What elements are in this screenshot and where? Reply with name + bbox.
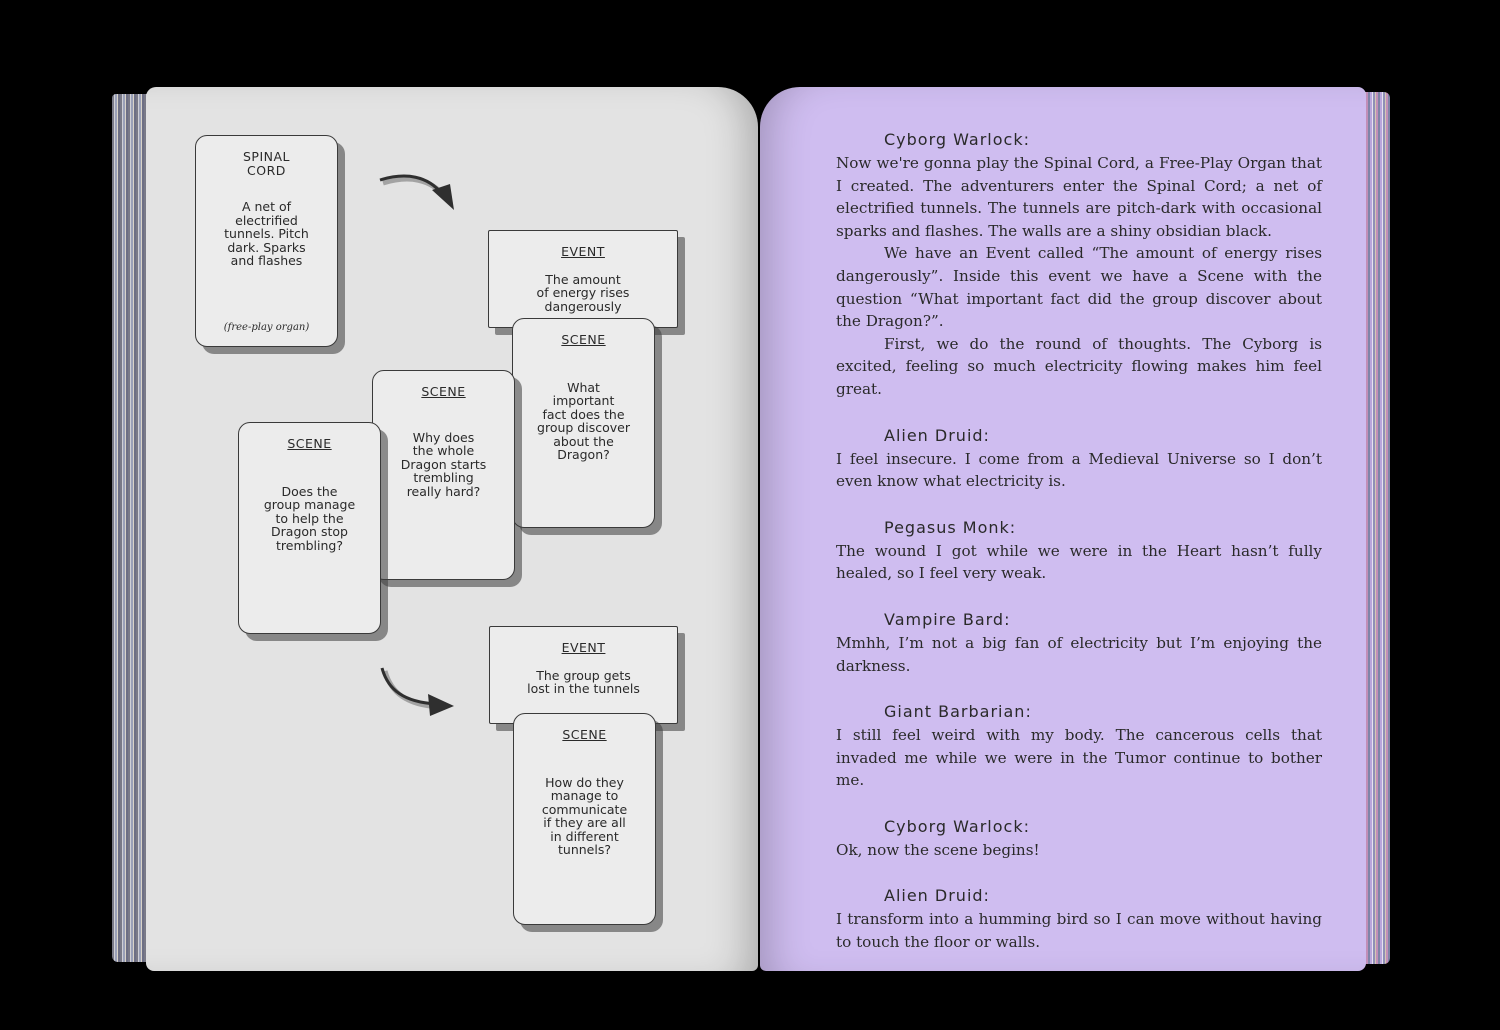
paragraph: Now we're gonna play the Spinal Cord, a Free-Play Organ that I created. The adventurers enter the Spinal Cord; a net of electrified tunnels. The tunnels are pitch-dark with occasional sparks and flashes. The walls are a shiny obsidian black. [836, 154, 1322, 240]
dialogue-text [836, 128, 1322, 954]
card-footer: (free-play organ) [223, 321, 310, 333]
card-body: Does the group manage to help the Dragon stop trembling? [263, 483, 356, 553]
card-body: The group gets lost in the tunnels [527, 667, 640, 696]
scene-card-communicate [513, 713, 656, 925]
speaker-name: Cyborg Warlock: [884, 816, 1030, 836]
curved-arrow-icon [376, 170, 466, 220]
paragraph: The wound I got while we were in the Heart hasn’t fully healed, so I feel very weak. [836, 541, 1322, 583]
speaker-name: Pegasus Monk: [884, 517, 1017, 537]
speaker-name: Cyborg Warlock: [884, 130, 1030, 149]
paragraph: Mmhh, I’m not a big fan of electricity but I’m enjoying the darkness. [836, 633, 1322, 675]
card-title: SCENE [287, 436, 332, 451]
speaker-name: Alien Druid: [884, 886, 990, 906]
paragraph: We have an Event called “The amount of energy rises dangerously”. Inside this event we have a Scene with the question “What important fact did the group discover about the Dragon?”. [836, 244, 1322, 331]
card-title: SCENE [421, 384, 466, 399]
card-title: SCENE [561, 332, 606, 347]
paragraph: I still feel weird with my body. The cancerous cells that invaded me while we were in the Tumor continue to bother me. [836, 726, 1322, 790]
paragraph: I feel insecure. I come from a Medieval Universe so I don’t even know what electricity is. [836, 449, 1322, 491]
scene-card-dragon-fact [512, 318, 655, 528]
scene-card-stop-trembling [238, 422, 381, 634]
event-card-energy [488, 230, 678, 328]
scene-card-trembling [372, 370, 515, 580]
card-body: What important fact does the group discover about the Dragon? [537, 379, 630, 462]
card-body: Why does the whole Dragon starts trembling really hard? [400, 429, 487, 499]
curved-arrow-icon [374, 664, 464, 724]
card-body: How do they manage to communicate if they are all in different tunnels? [541, 774, 628, 857]
event-card-lost [489, 626, 678, 724]
speaker-name: Alien Druid: [884, 425, 990, 445]
card-title: EVENT [561, 244, 605, 259]
paragraph: First, we do the round of thoughts. The Cyborg is excited, feeling so much electricity flowing makes him feel great. [836, 334, 1322, 398]
card-body: A net of electrified tunnels. Pitch dark. Sparks and flashes [224, 199, 309, 268]
paragraph: I transform into a humming bird so I can move without having to touch the floor or walls. [836, 910, 1322, 952]
paragraph: Ok, now the scene begins! [836, 840, 1040, 859]
card-title: SCENE [562, 727, 607, 742]
card-title: SPINAL CORD [242, 149, 291, 178]
page-edges-left [112, 94, 150, 962]
spinal-cord-card [195, 135, 338, 347]
speaker-name: Giant Barbarian: [884, 702, 1032, 722]
speaker-name: Vampire Bard: [884, 609, 1011, 629]
card-body: The amount of energy rises dangerously [536, 271, 630, 314]
card-title: EVENT [561, 640, 606, 655]
